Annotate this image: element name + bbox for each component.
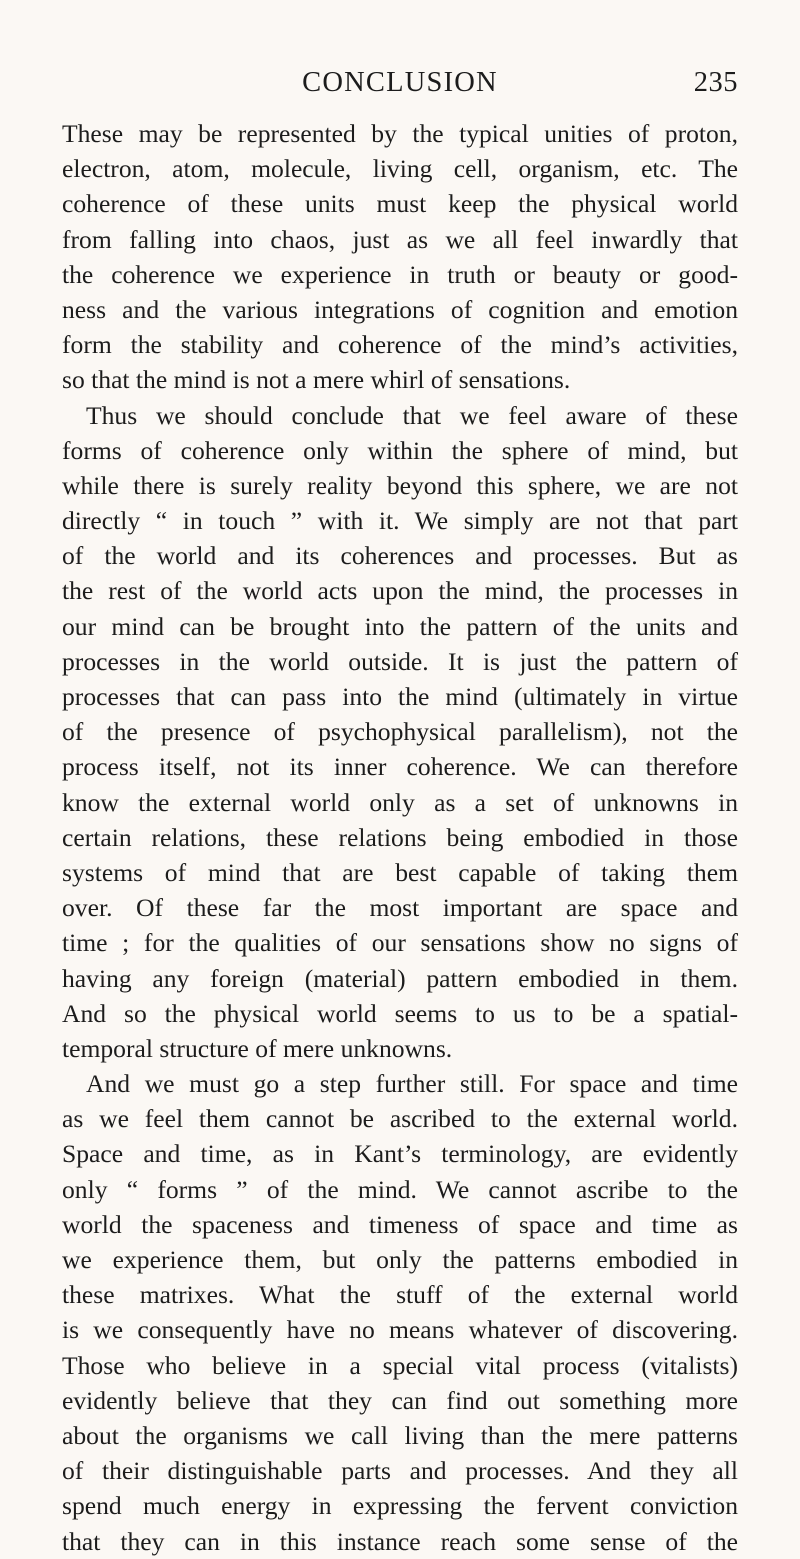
text-line: coherence of these units must keep the physical world xyxy=(62,189,738,219)
text-line: process itself, not its inner coherence. We can therefore xyxy=(62,752,738,782)
text-line: that they can in this instance reach some sense of the xyxy=(62,1526,738,1556)
text-line: These may be represented by the typical unities of proton, xyxy=(62,119,738,148)
text-line: spend much energy in expressing the fervent conviction xyxy=(62,1491,738,1521)
text-line: And so the physical world seems to us to be a spatial- xyxy=(62,998,738,1028)
text-line: from falling into chaos, just as we all feel inwardly that xyxy=(62,224,738,254)
page-number: 235 xyxy=(693,67,738,98)
text-line: over. Of these far the most important are space and xyxy=(62,893,738,923)
text-line: while there is surely reality beyond this sphere, we are not xyxy=(62,470,738,500)
text-line: is we consequently have no means whatever of discovering. xyxy=(62,1315,738,1345)
running-head xyxy=(62,63,738,103)
text-line: systems of mind that are best capable of taking them xyxy=(62,857,738,887)
text-line: only “ forms ” of the mind. We cannot ascribe to the xyxy=(62,1174,738,1204)
text-line: certain relations, these relations being embodied in those xyxy=(62,822,738,852)
text-line: Space and time, as in Kant’s terminology, are evidently xyxy=(62,1139,738,1169)
text-line: about the organisms we call living than the mere patterns xyxy=(62,1420,738,1450)
text-line: form the stability and coherence of the mind’s activities, xyxy=(62,330,738,360)
text-line: Those who believe in a special vital process (vitalists) xyxy=(62,1350,738,1380)
text-line: of their distinguishable parts and processes. And they all xyxy=(62,1456,738,1486)
text-line: temporal structure of mere unknowns. xyxy=(62,1033,453,1063)
text-line: know the external world only as a set of unknowns in xyxy=(62,787,738,817)
text-line: processes that can pass into the mind (ultimately in virtue xyxy=(62,682,738,711)
text-line: the coherence we experience in truth or beauty or good- xyxy=(62,259,738,289)
text-line: time ; for the qualities of our sensations show no signs of xyxy=(62,928,738,958)
chapter-title: CONCLUSION xyxy=(302,67,498,98)
text-line: evidently believe that they can find out something more xyxy=(62,1385,738,1415)
text-line: of the presence of psychophysical parallelism), not the xyxy=(62,717,738,747)
text-line: we experience them, but only the patterns embodied in xyxy=(62,1245,738,1274)
text-line: processes in the world outside. It is just the pattern of xyxy=(62,646,738,676)
text-line: of the world and its coherences and processes. But as xyxy=(62,541,738,571)
text-line: these matrixes. What the stuff of the external world xyxy=(62,1280,738,1310)
text-line: ness and the various integrations of cognition and emotion xyxy=(62,294,738,324)
text-line: our mind can be brought into the pattern of the units and xyxy=(62,611,738,641)
text-line: world the spaceness and timeness of space and time as xyxy=(62,1209,738,1239)
text-line: having any foreign (material) pattern embodied in them. xyxy=(62,963,738,993)
body-text xyxy=(62,116,738,1559)
text-line: Thus we should conclude that we feel aware of these xyxy=(86,400,738,430)
text-line: the rest of the world acts upon the mind, the processes in xyxy=(62,576,738,606)
text-line: forms of coherence only within the sphere of mind, but xyxy=(62,435,738,465)
text-line: as we feel them cannot be ascribed to the external world. xyxy=(62,1104,738,1134)
text-line: electron, atom, molecule, living cell, organism, etc. The xyxy=(62,154,738,184)
text-line: And we must go a step further still. For space and time xyxy=(86,1069,738,1099)
text-line: so that the mind is not a mere whirl of sensations. xyxy=(62,365,571,395)
text-line: directly “ in touch ” with it. We simply are not that part xyxy=(62,506,738,536)
